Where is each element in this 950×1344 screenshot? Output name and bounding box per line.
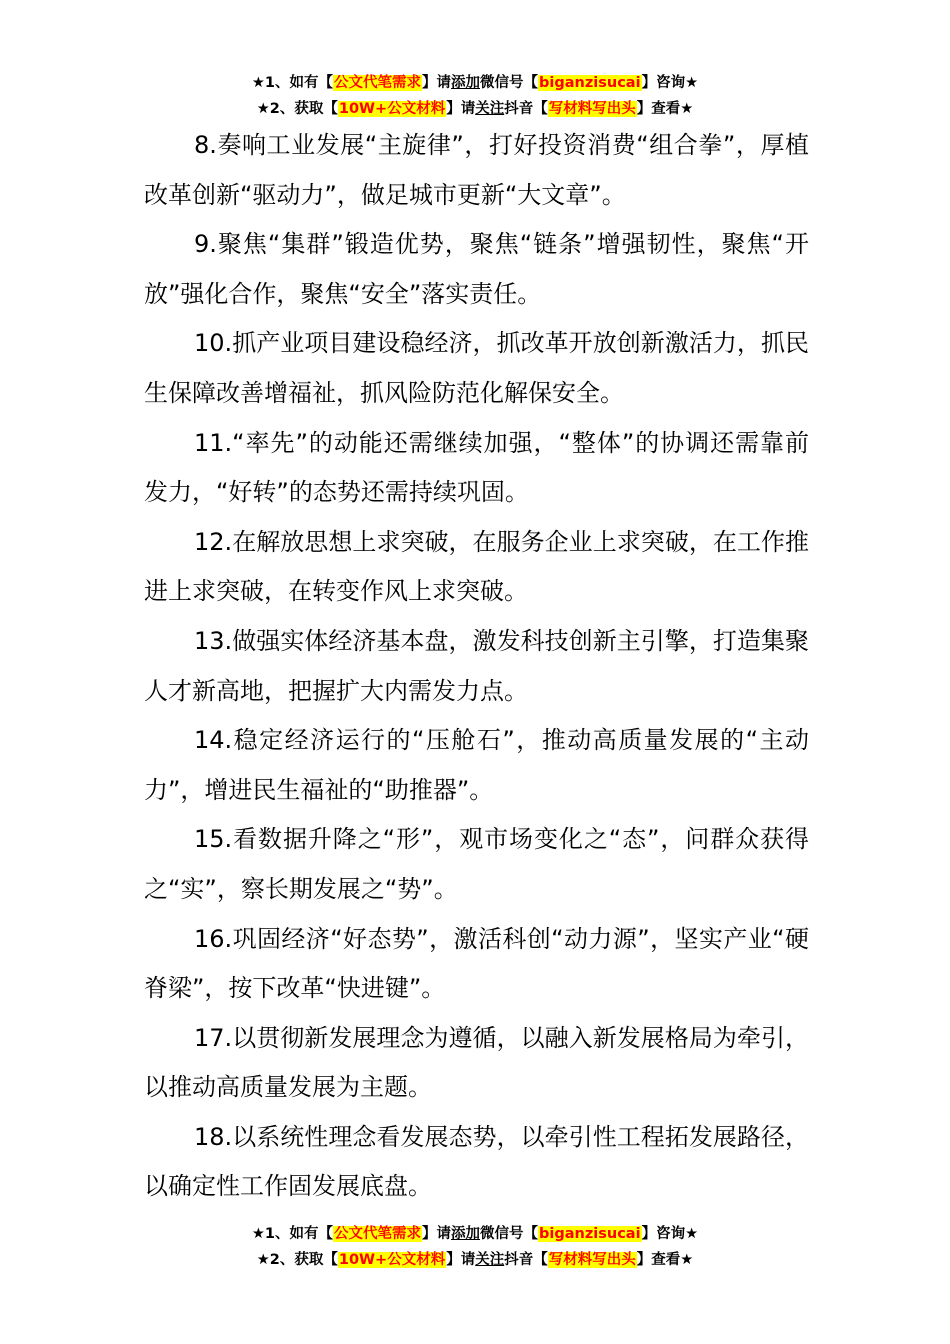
- banner-underlined: 关注: [475, 1252, 505, 1268]
- banner-highlight: biganzisucai: [539, 1226, 641, 1242]
- paragraph: 9.聚焦“集群”锻造优势，聚焦“链条”增强韧性，聚焦“开放”强化合作，聚焦“安全”落实责任。: [144, 230, 809, 308]
- banner-text: ★2、获取【: [256, 1252, 338, 1268]
- banner-text: 抖音【: [504, 101, 548, 117]
- document-body: [144, 121, 809, 1212]
- banner-highlight: 写材料写出头: [548, 1252, 636, 1268]
- banner-text: 微信号【: [480, 1226, 539, 1242]
- banner-text: 】咨询★: [641, 1226, 699, 1242]
- paragraph: 13.做强实体经济基本盘，激发科技创新主引擎，打造集聚人才新高地，把握扩大内需发力点。: [144, 626, 809, 705]
- banner-line-2: [0, 96, 950, 122]
- paragraph: 16.巩固经济“好态势”，激活科创“动力源”，坚实产业“硬脊梁”，按下改革“快进键”。: [144, 924, 809, 1003]
- paragraph: 17.以贯彻新发展理念为遵循，以融入新发展格局为牵引，以推动高质量发展为主题。: [144, 1023, 809, 1102]
- footer-banner: [0, 1221, 950, 1273]
- header-banner: [0, 70, 950, 122]
- banner-highlight: 10W+公文材料: [338, 101, 446, 117]
- banner-line-1: [0, 70, 950, 96]
- paragraph: 15.看数据升降之“形”，观市场变化之“态”，问群众获得之“实”，察长期发展之“势”。: [144, 825, 809, 903]
- banner-text: 】请: [422, 75, 452, 91]
- banner-text: ★1、如有【: [251, 75, 334, 91]
- banner-highlight: 公文代笔需求: [334, 1226, 422, 1242]
- paragraph: 14.稳定经济运行的“压舱石”，推动高质量发展的“主动力”，增进民生福祉的“助推器”。: [144, 726, 809, 804]
- banner-text: 】咨询★: [641, 75, 699, 91]
- banner-text: ★2、获取【: [256, 101, 338, 117]
- banner-highlight: 10W+公文材料: [338, 1252, 446, 1268]
- banner-highlight: 写材料写出头: [548, 101, 636, 117]
- banner-text: 】请: [446, 1252, 476, 1268]
- banner-underlined: 添加: [451, 1226, 481, 1242]
- banner-line-2: [0, 1247, 950, 1273]
- banner-underlined: 添加: [451, 75, 481, 91]
- banner-underlined: 关注: [475, 101, 505, 117]
- banner-highlight: 公文代笔需求: [334, 75, 422, 91]
- banner-text: 抖音【: [504, 1252, 548, 1268]
- banner-line-1: [0, 1221, 950, 1247]
- banner-text: 】请: [422, 1226, 452, 1242]
- banner-text: 微信号【: [480, 75, 539, 91]
- paragraph: 10.抓产业项目建设稳经济，抓改革开放创新激活力，抓民生保障改善增福祉，抓风险防范化解保安全。: [144, 329, 809, 407]
- paragraph: 11.“率先”的动能还需继续加强，“整体”的协调还需靠前发力，“好转”的态势还需持续巩固。: [144, 428, 809, 507]
- banner-text: ★1、如有【: [251, 1226, 334, 1242]
- paragraph: 18.以系统性理念看发展态势，以牵引性工程拓发展路径，以确定性工作固发展底盘。: [144, 1122, 809, 1201]
- paragraph: 12.在解放思想上求突破，在服务企业上求突破，在工作推进上求突破，在转变作风上求突破。: [144, 527, 809, 606]
- banner-text: 】查看★: [636, 101, 694, 117]
- banner-highlight: biganzisucai: [539, 75, 641, 91]
- paragraph: 8.奏响工业发展“主旋律”，打好投资消费“组合拳”，厚植改革创新“驱动力”，做足城市更新“大文章”。: [144, 131, 809, 209]
- banner-text: 】请: [446, 101, 476, 117]
- banner-text: 】查看★: [636, 1252, 694, 1268]
